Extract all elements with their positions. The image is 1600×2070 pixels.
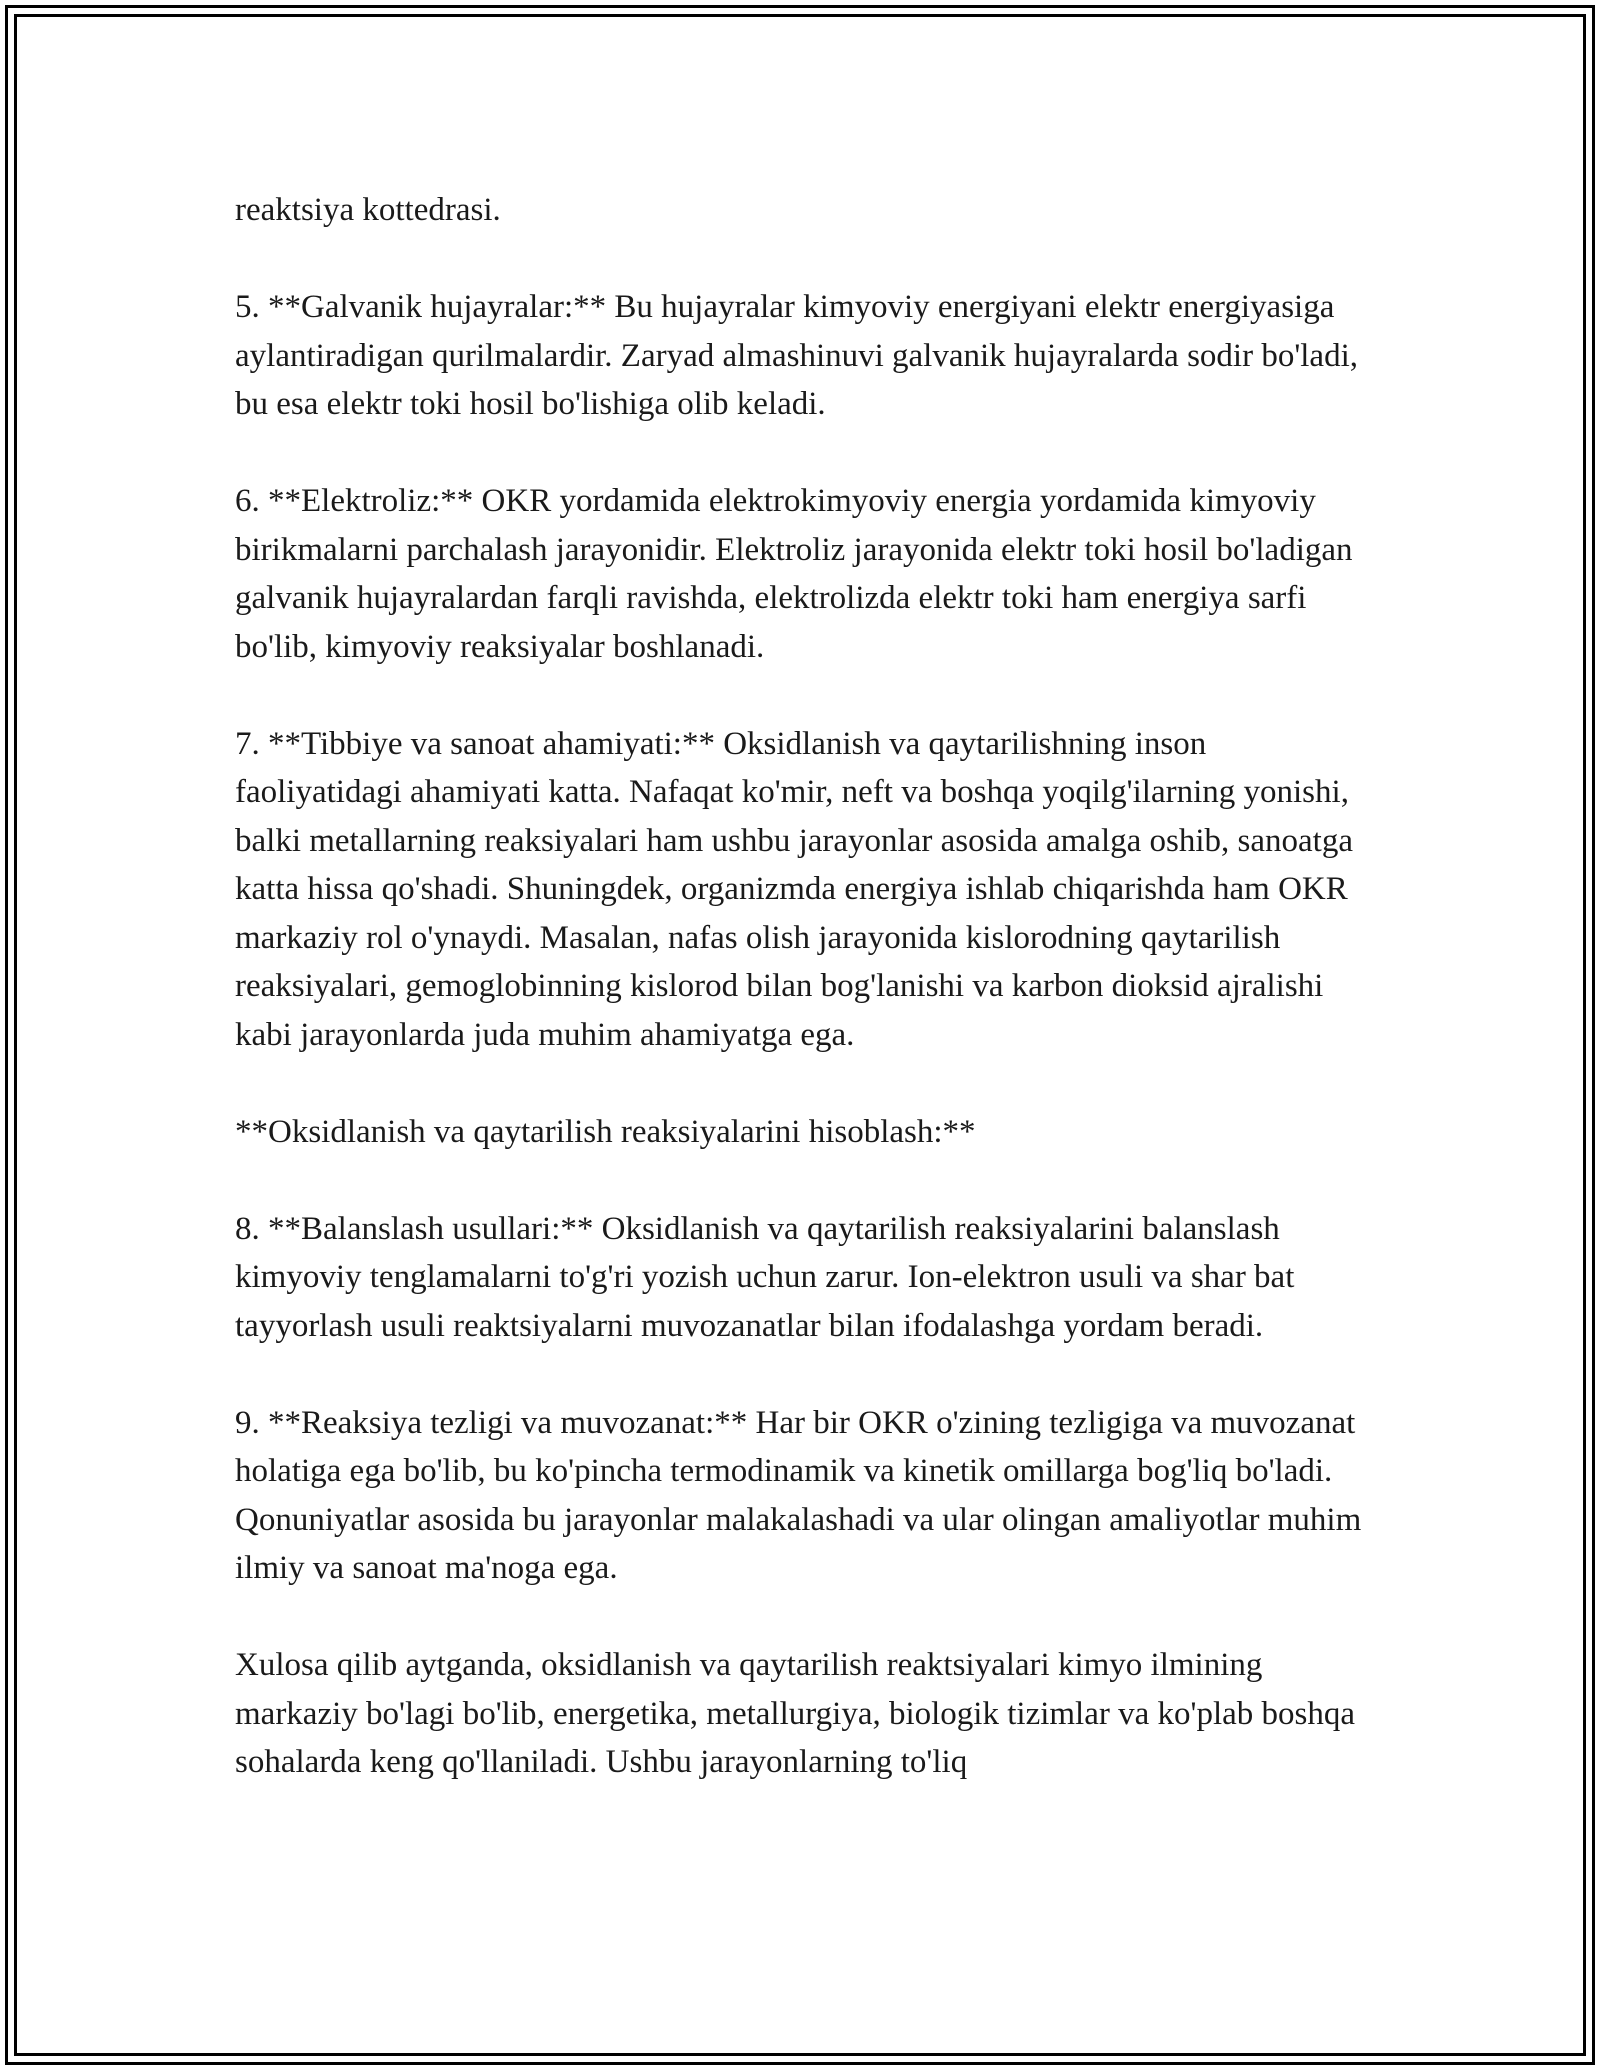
paragraph-xulosa: Xulosa qilib aytganda, oksidlanish va qaytarilish reaktsiyalari kimyo ilmining markaziy bo'lagi bo'lib, energetika, metallurgiya, biologik tizimlar va ko'plab boshqa sohalarda keng qo'llaniladi. Ushbu jarayonlarning to'liq (235, 1647, 1356, 1780)
paragraph-reaksiya-tezligi: 9. **Reaksiya tezligi va muvozanat:** Har bir OKR o'zining tezligiga va muvozanat holatiga ega bo'lib, bu ko'pincha termodinamik va kinetik omillarga bog'liq bo'ladi. Qonuniyatlar asosida bu jarayonlar malakalashadi va ular olingan amaliyotlar muhim ilmiy va sanoat ma'noga ega. (235, 1404, 1362, 1586)
paragraph-elektroliz: 6. **Elektroliz:** OKR yordamida elektrokimyoviy energia yordamida kimyoviy birikmalarni parchalash jarayonidir. Elektroliz jarayonida elektr toki hosil bo'ladigan galvanik hujayralardan farqli ravishda, elektrolizda elektr toki ham energiya sarfi bo'lib, kimyoviy reaksiyalar boshlanadi. (235, 483, 1353, 665)
section-heading-hisoblash: **Oksidlanish va qaytarilish reaksiyalarini hisoblash:** (235, 1113, 976, 1150)
document-body (235, 186, 1375, 1787)
paragraph-tibbiye-sanoat: 7. **Tibbiye va sanoat ahamiyati:** Oksidlanish va qaytarilishning inson faoliyatidagi ahamiyati katta. Nafaqat ko'mir, neft va boshqa yoqilg'ilarning yonishi, balki metallarning reaksiyalari ham ushbu jarayonlar asosida amalga oshib, sanoatga katta hissa qo'shadi. Shuningdek, organizmda energiya ishlab chiqarishda ham OKR markaziy rol o'ynaydi. Masalan, nafas olish jarayonida kislorodning qaytarilish reaksiyalari, gemoglobinning kislorod bilan bog'lanishi va karbon dioksid ajralishi kabi jarayonlarda juda muhim ahamiyatga ega. (235, 725, 1353, 1053)
paragraph-continuation: reaktsiya kottedrasi. (235, 192, 501, 228)
paragraph-galvanik-hujayralar: 5. **Galvanik hujayralar:** Bu hujayralar kimyoviy energiyani elektr energiyasiga aylantiradigan qurilmalardir. Zaryad almashinuvi galvanik hujayralarda sodir bo'ladi, bu esa elektr toki hosil bo'lishiga olib keladi. (235, 289, 1358, 422)
paragraph-balanslash: 8. **Balanslash usullari:** Oksidlanish va qaytarilish reaksiyalarini balanslash kimyoviy tenglamalarni to'g'ri yozish uchun zarur. Ion-elektron usuli va shar bat tayyorlash usuli reaktsiyalarni muvozanatlar bilan ifodalashga yordam beradi. (235, 1210, 1295, 1344)
